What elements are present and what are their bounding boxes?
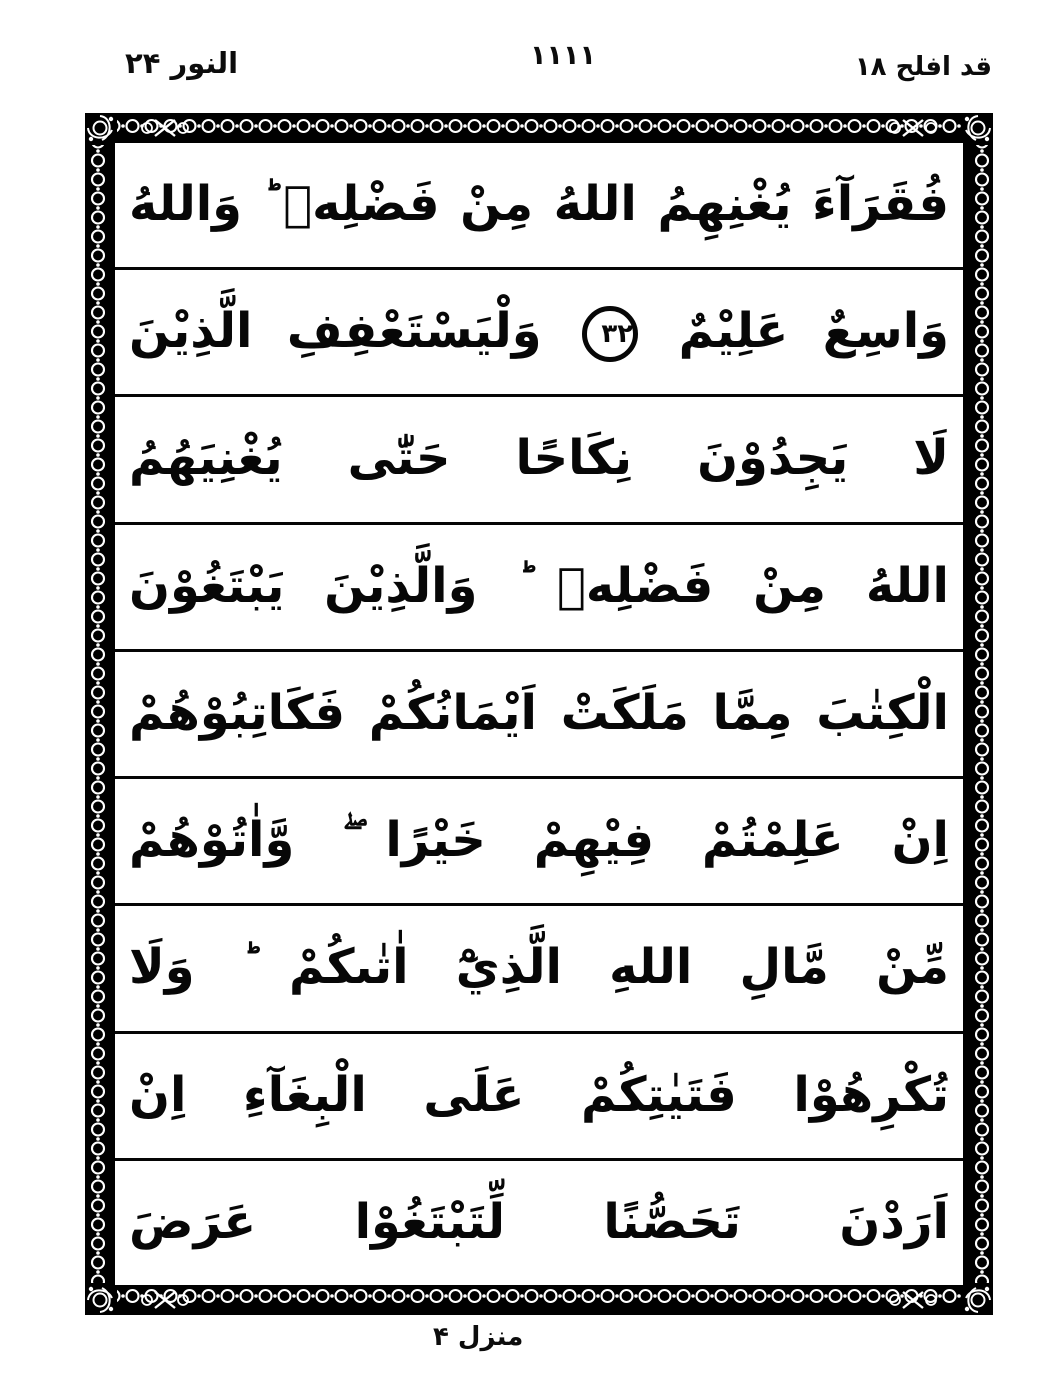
ayah-text: وَاسِعٌ عَلِيْمٌ — [678, 303, 949, 360]
quran-text-line-5 — [115, 652, 963, 779]
ayah-text: لَا يَجِدُوْنَ نِكَاحًا حَتّٰى يُغْنِيَهُمُ — [129, 430, 949, 487]
quran-text-line-9 — [115, 1161, 963, 1285]
quran-text-line-2 — [115, 270, 963, 397]
ayah-text: وَلْيَسْتَعْفِفِ الَّذِيْنَ — [129, 303, 542, 360]
decorative-border-frame — [85, 113, 993, 1315]
ayah-text: فُقَرَآءَ يُغْنِهِمُ اللهُ مِنْ فَضْلِهٖ ؕ وَاللهُ — [129, 176, 949, 232]
header-juz-label: قد افلح ١٨ — [854, 52, 992, 82]
quran-text-block — [115, 143, 963, 1285]
ayah-text: الْكِتٰبَ مِمَّا مَلَكَتْ اَيْمَانُكُمْ فَكَاتِبُوْهُمْ — [129, 684, 949, 741]
quran-text-line-1 — [115, 143, 963, 270]
ayah-text: اللهُ مِنْ فَضْلِهٖ ؕ وَالَّذِيْنَ يَبْتَغُوْنَ — [129, 557, 949, 614]
header-surah-label: النور ٢۴ — [125, 46, 239, 80]
quran-text-line-8 — [115, 1034, 963, 1161]
quran-text-line-3 — [115, 397, 963, 524]
ayah-text: تُكْرِهُوْا فَتَيٰتِكُمْ عَلَى الْبِغَآءِ اِنْ — [129, 1066, 949, 1123]
ayah-text: اِنْ عَلِمْتُمْ فِيْهِمْ خَيْرًا ۖ وَّاٰتُوْهُمْ — [129, 812, 949, 869]
ayah-text: مِّنْ مَّالِ اللهِ الَّذِيْٓ اٰتٰىكُمْ ؕ وَلَا — [129, 939, 949, 996]
footer-manzil-label: منزل ۴ — [433, 1322, 524, 1352]
ayah-text: اَرَدْنَ تَحَصُّنًا لِّتَبْتَغُوْا عَرَضَ — [129, 1193, 949, 1250]
ayah-number-marker: ٣٢ — [582, 306, 638, 362]
header-page-number: ١١١١ — [530, 40, 596, 71]
quran-text-line-7 — [115, 906, 963, 1033]
quran-text-line-4 — [115, 525, 963, 652]
quran-text-line-6 — [115, 779, 963, 906]
